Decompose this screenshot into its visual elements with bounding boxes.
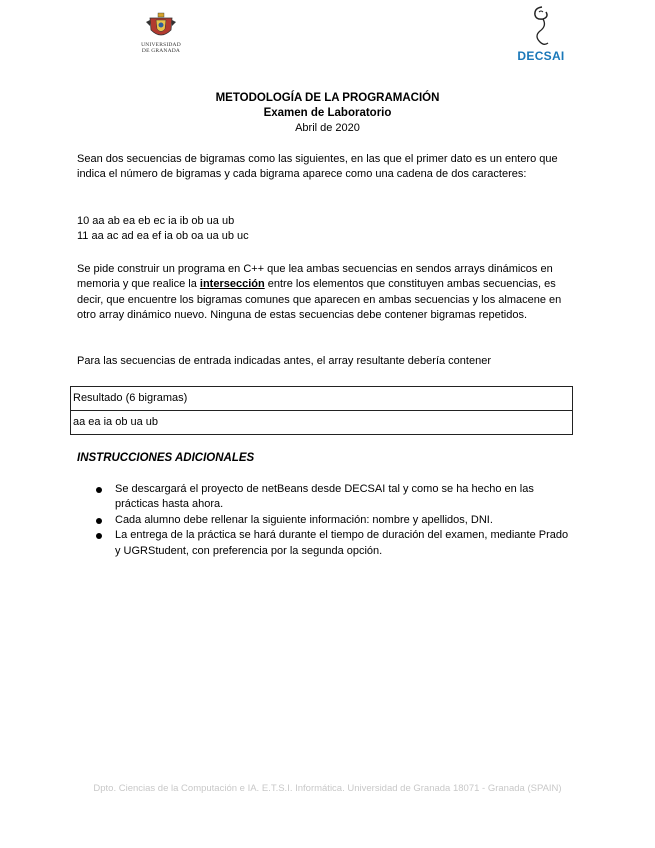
list-item-text: Se descargará el proyecto de netBeans desde DECSAI tal y como se ha hecho en las prácticas hasta ahora. bbox=[115, 483, 534, 511]
decsai-logo bbox=[512, 4, 570, 66]
sequence-line: 11 aa ac ad ea ef ia ob oa ua ub uc bbox=[77, 230, 249, 243]
bullet-icon bbox=[96, 487, 102, 493]
result-table-header: Resultado (6 bigramas) bbox=[71, 387, 573, 411]
university-crest-icon bbox=[144, 12, 178, 42]
list-item bbox=[96, 528, 576, 559]
instructions-list bbox=[96, 482, 576, 559]
decsai-logo-text: DECSAI bbox=[517, 49, 565, 63]
input-sequences bbox=[77, 214, 577, 245]
expected-result-intro: Para las secuencias de entrada indicadas antes, el array resultante debería contener bbox=[77, 355, 491, 367]
list-item-text: La entrega de la práctica se hará durante el tiempo de duración del examen, mediante Prado y UGRStudent, con preferencia por la segunda opción. bbox=[115, 529, 569, 557]
list-item-text: Cada alumno debe rellenar la siguiente información: nombre y apellidos, DNI. bbox=[115, 513, 493, 526]
intro-paragraph: Sean dos secuencias de bigramas como las siguientes, en las que el primer dato es un entero que indica el número de bigramas y cada bigrama aparece como una cadena de dos caracteres: bbox=[77, 153, 558, 181]
table-row bbox=[71, 387, 573, 411]
list-item bbox=[96, 482, 576, 513]
page-footer: Dpto. Ciencias de la Computación e IA. E.T.S.I. Informática. Universidad de Granada 18071 - Granada (SPAIN) bbox=[93, 783, 562, 794]
result-table-value: aa ea ia ob ua ub bbox=[71, 411, 573, 435]
table-row bbox=[71, 411, 573, 435]
task-keyword: intersección bbox=[199, 278, 265, 291]
title-block bbox=[0, 91, 655, 136]
exam-date: Abril de 2020 bbox=[295, 122, 360, 134]
university-logo-line-1: UNIVERSIDAD bbox=[141, 42, 181, 48]
bullet-icon bbox=[96, 533, 102, 539]
list-item bbox=[96, 513, 576, 528]
university-logo-line-2: DE GRANADA bbox=[141, 48, 181, 54]
result-table bbox=[70, 386, 573, 435]
bullet-icon bbox=[96, 518, 102, 524]
university-logo bbox=[134, 12, 188, 62]
decsai-emblem-icon bbox=[526, 4, 556, 48]
exam-title: Examen de Laboratorio bbox=[263, 107, 392, 119]
instructions-heading: INSTRUCCIONES ADICIONALES bbox=[77, 452, 255, 464]
course-title: METODOLOGÍA DE LA PROGRAMACIÓN bbox=[215, 92, 440, 104]
task-paragraph bbox=[77, 262, 577, 324]
task-text-after: entre los elementos que constituyen ambas secuencias, es decir, que encuentre los bigramas comunes que aparecen en ambas secuencias y los almacene en otro array dinámico nuevo. Ninguna de estas secuencias debe contener bigramas repetidos. bbox=[77, 278, 562, 322]
task-text-before: Se pide construir un programa en C++ que lea ambas secuencias en sendos arrays dinámicos en memoria y que realice la bbox=[77, 263, 553, 291]
sequence-line: 10 aa ab ea eb ec ia ib ob ua ub bbox=[77, 215, 235, 227]
